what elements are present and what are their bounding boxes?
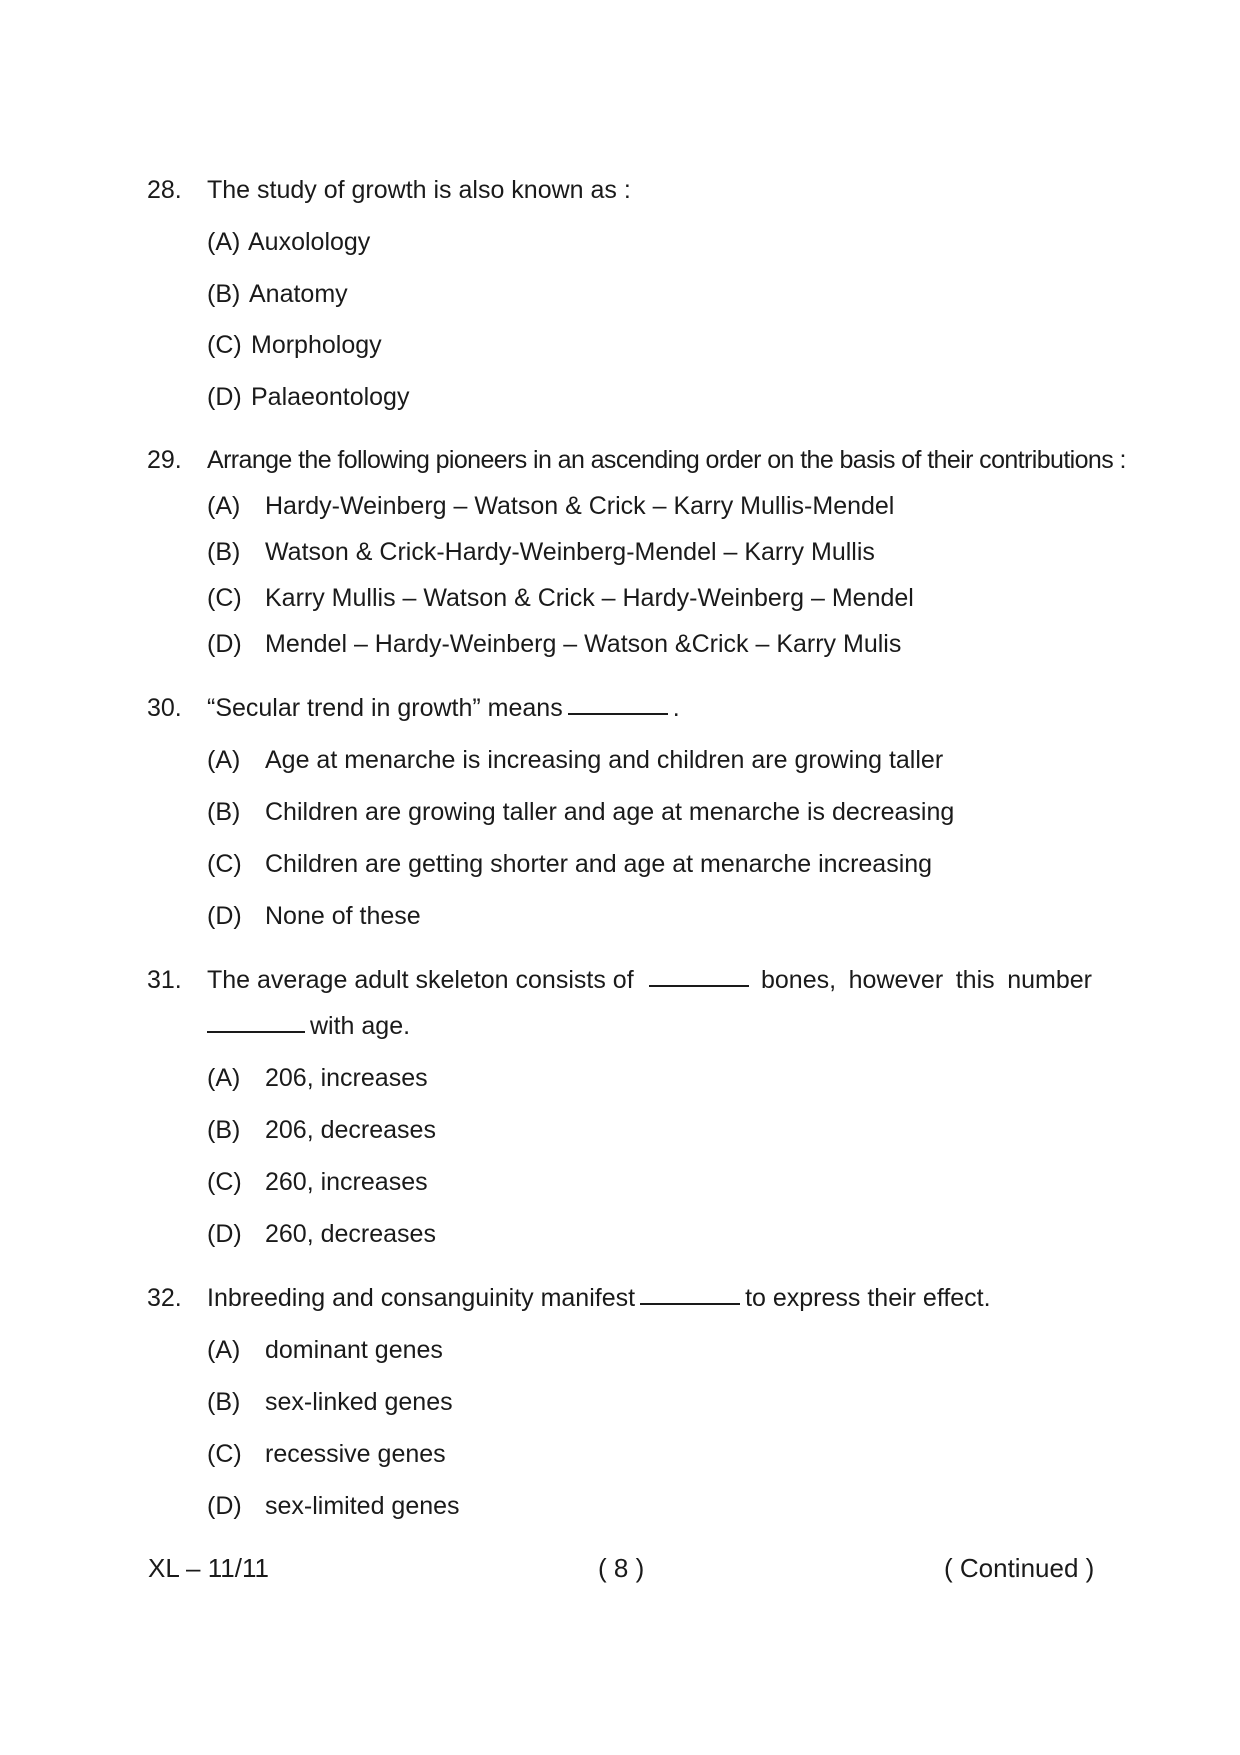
- option-letter: (A): [207, 746, 241, 774]
- question-number: 29.: [147, 446, 182, 474]
- question-text: “Secular trend in growth” means .: [207, 694, 680, 722]
- option-text: sex-linked genes: [265, 1388, 453, 1416]
- page-number: ( 8 ): [598, 1553, 645, 1583]
- option-text: Mendel – Hardy-Weinberg – Watson &Crick – Karry Mulis: [265, 630, 902, 658]
- option-text: Palaeontology: [251, 383, 410, 411]
- question-text-line-1: The average adult skeleton consists of bones, however this number: [207, 966, 1092, 994]
- option-text: sex-limited genes: [265, 1492, 460, 1520]
- answer-blank: [640, 1303, 740, 1305]
- option-text: Watson & Crick-Hardy-Weinberg-Mendel – Karry Mullis: [265, 538, 875, 566]
- option-letter: (C): [207, 1440, 242, 1468]
- option-text: Anatomy: [249, 280, 348, 308]
- option-letter: (A): [207, 1064, 241, 1092]
- continued-label: ( Continued ): [944, 1553, 1095, 1583]
- option-letter: (B): [207, 538, 241, 566]
- option-text: Age at menarche is increasing and children are growing taller: [265, 746, 944, 774]
- option-text: Children are growing taller and age at menarche is decreasing: [265, 798, 955, 826]
- option-letter: (B): [207, 1116, 241, 1144]
- question-text: Inbreeding and consanguinity manifest to express their effect.: [207, 1284, 991, 1312]
- option-letter: (A): [207, 1336, 241, 1364]
- option-letter: (C): [207, 1168, 242, 1196]
- option-letter: (B): [207, 1388, 241, 1416]
- option-text: Morphology: [251, 331, 382, 359]
- option-letter: (B): [207, 280, 241, 308]
- question-number: 30.: [147, 694, 182, 722]
- option-letter: (D): [207, 383, 242, 411]
- option-text: 260, decreases: [265, 1220, 436, 1248]
- option-letter: (A): [207, 492, 241, 520]
- option-text: Hardy-Weinberg – Watson & Crick – Karry Mullis-Mendel: [265, 492, 895, 520]
- question-text: Arrange the following pioneers in an ascending order on the basis of their contributions :: [207, 446, 1126, 474]
- option-text: 206, decreases: [265, 1116, 436, 1144]
- question-number: 31.: [147, 966, 182, 994]
- option-text: dominant genes: [265, 1336, 443, 1364]
- option-letter: (D): [207, 1492, 242, 1520]
- option-text: None of these: [265, 902, 421, 930]
- option-letter: (D): [207, 630, 242, 658]
- answer-blank: [207, 1031, 305, 1033]
- option-text: recessive genes: [265, 1440, 446, 1468]
- option-letter: (A): [207, 228, 241, 256]
- answer-blank: [568, 713, 668, 715]
- option-letter: (D): [207, 902, 242, 930]
- answer-blank: [649, 985, 749, 987]
- option-letter: (C): [207, 331, 242, 359]
- option-text: Auxolology: [248, 228, 371, 256]
- option-letter: (D): [207, 1220, 242, 1248]
- option-text: Children are getting shorter and age at menarche increasing: [265, 850, 933, 878]
- option-letter: (B): [207, 798, 241, 826]
- option-text: 260, increases: [265, 1168, 428, 1196]
- option-letter: (C): [207, 850, 242, 878]
- paper-code: XL – 11/11: [148, 1553, 269, 1583]
- option-text: 206, increases: [265, 1064, 428, 1092]
- question-number: 28.: [147, 176, 182, 204]
- question-text-line-2: with age.: [207, 1011, 410, 1041]
- option-letter: (C): [207, 584, 242, 612]
- question-number: 32.: [147, 1284, 182, 1312]
- question-text: The study of growth is also known as :: [207, 176, 631, 204]
- option-text: Karry Mullis – Watson & Crick – Hardy-Weinberg – Mendel: [265, 584, 914, 612]
